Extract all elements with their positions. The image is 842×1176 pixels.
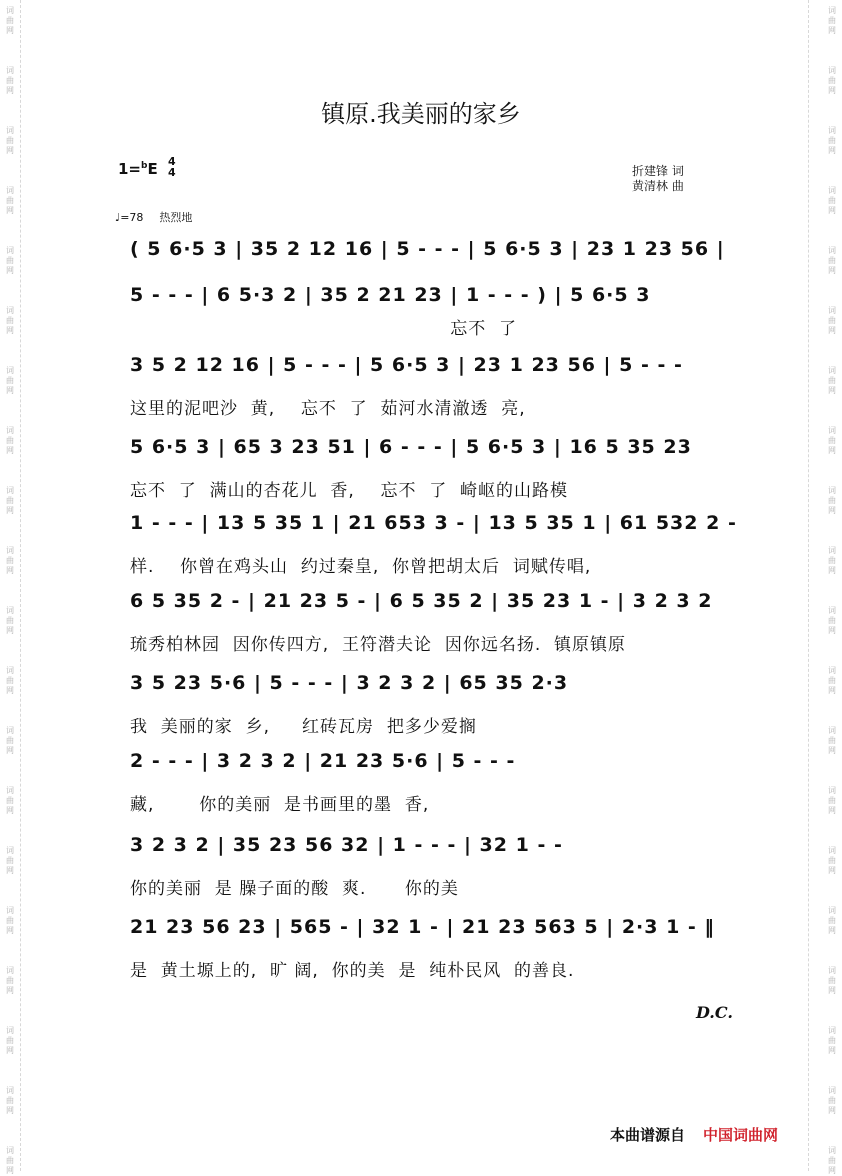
notation-line: 2 - - - | 3 2 3 2 | 21 23 5·6 | 5 - - -: [130, 750, 516, 772]
watermark-text: 词 曲 网: [6, 486, 14, 515]
watermark-text: 词 曲 网: [6, 126, 14, 155]
watermark-text: 词 曲 网: [6, 306, 14, 335]
watermark-text: 词 曲 网: [828, 126, 836, 155]
source-brand: 中国词曲网: [703, 1126, 779, 1144]
watermark-text: 词 曲 网: [6, 606, 14, 635]
watermark-text: 词 曲 网: [828, 726, 836, 755]
watermark-text: 词 曲 网: [6, 966, 14, 995]
notation-line: 3 5 23 5·6 | 5 - - - | 3 2 3 2 | 65 35 2·3: [130, 672, 569, 694]
watermark-text: 词 曲 网: [828, 786, 836, 815]
notation-line: 3 5 2 12 16 | 5 - - - | 5 6·5 3 | 23 1 23 56 | 5 - - -: [130, 354, 683, 376]
watermark-text: 词 曲 网: [6, 1026, 14, 1055]
watermark-text: 词 曲 网: [828, 186, 836, 215]
page-title: 镇原.我美丽的家乡: [321, 100, 521, 128]
right-margin-watermark: [808, 0, 823, 1171]
watermark-text: 词 曲 网: [828, 966, 836, 995]
lyric-line: 我 美丽的家 乡, 红砖瓦房 把多少爱搁: [130, 717, 477, 737]
watermark-text: 词 曲 网: [828, 1146, 836, 1175]
watermark-text: 词 曲 网: [828, 1026, 836, 1055]
tempo-marking: ♩=78 热烈地: [115, 211, 193, 224]
watermark-text: 词 曲 网: [6, 66, 14, 95]
lyric-line: 琉秀柏林园 因你传四方, 王符潜夫论 因你远名扬. 镇原镇原: [130, 635, 627, 655]
notation-line: 1 - - - | 13 5 35 1 | 21 653 3 - | 13 5 35 1 | 61 532 2 -: [130, 512, 737, 534]
watermark-text: 词 曲 网: [828, 246, 836, 275]
watermark-text: 词 曲 网: [828, 1086, 836, 1115]
dc-marking: D.C.: [696, 1003, 733, 1022]
watermark-text: 词 曲 网: [6, 666, 14, 695]
watermark-text: 词 曲 网: [6, 1146, 14, 1175]
lyric-line: 样. 你曾在鸡头山 约过秦皇, 你曾把胡太后 词赋传唱,: [130, 557, 592, 577]
left-margin-watermark: [20, 0, 35, 1171]
lyric-line: 藏, 你的美丽 是书画里的墨 香,: [130, 795, 430, 815]
watermark-text: 词 曲 网: [828, 486, 836, 515]
watermark-text: 词 曲 网: [828, 546, 836, 575]
watermark-text: 词 曲 网: [828, 66, 836, 95]
notation-line: ( 5 6·5 3 | 35 2 12 16 | 5 - - - | 5 6·5 3 | 23 1 23 56 |: [130, 238, 725, 260]
watermark-text: 词 曲 网: [828, 6, 836, 35]
watermark-text: 词 曲 网: [828, 906, 836, 935]
watermark-text: 词 曲 网: [6, 426, 14, 455]
watermark-text: 词 曲 网: [6, 726, 14, 755]
watermark-text: 词 曲 网: [6, 186, 14, 215]
lyric-line: 忘不 了: [130, 319, 517, 339]
watermark-text: 词 曲 网: [6, 906, 14, 935]
watermark-text: 词 曲 网: [6, 846, 14, 875]
watermark-text: 词 曲 网: [6, 546, 14, 575]
notation-line: 6 5 35 2 - | 21 23 5 - | 6 5 35 2 | 35 23 1 - | 3 2 3 2: [130, 590, 713, 612]
watermark-text: 词 曲 网: [6, 246, 14, 275]
watermark-text: 词 曲 网: [828, 366, 836, 395]
composer-credit: 黄清林 曲: [632, 179, 684, 193]
lyric-line: 忘不 了 满山的杏花儿 香, 忘不 了 崎岖的山路模: [130, 481, 569, 501]
time-signature: 4 4: [168, 155, 176, 179]
lyric-line: 你的美丽 是 臊子面的酸 爽. 你的美: [130, 879, 459, 899]
notation-line: 21 23 56 23 | 565 - | 32 1 - | 21 23 563 5 | 2·3 1 - ‖: [130, 916, 715, 938]
watermark-text: 词 曲 网: [828, 846, 836, 875]
key-signature: 1=$^b$E: [118, 160, 158, 178]
watermark-text: 词 曲 网: [6, 6, 14, 35]
lyric-line: 是 黄土塬上的, 旷 阔, 你的美 是 纯朴民风 的善良.: [130, 961, 575, 981]
notation-line: 5 6·5 3 | 65 3 23 51 | 6 - - - | 5 6·5 3 | 16 5 35 23: [130, 436, 692, 458]
watermark-text: 词 曲 网: [6, 786, 14, 815]
notation-line: 3 2 3 2 | 35 23 56 32 | 1 - - - | 32 1 - -: [130, 834, 563, 856]
lyric-line: 这里的泥吧沙 黄, 忘不 了 茹河水清澈透 亮,: [130, 399, 526, 419]
watermark-text: 词 曲 网: [828, 666, 836, 695]
watermark-text: 词 曲 网: [6, 366, 14, 395]
watermark-text: 词 曲 网: [6, 1086, 14, 1115]
watermark-text: 词 曲 网: [828, 306, 836, 335]
source-credit: 本曲谱源自 中国词曲网: [610, 1126, 779, 1144]
notation-line: 5 - - - | 6 5·3 2 | 35 2 21 23 | 1 - - - ) | 5 6·5 3: [130, 284, 651, 306]
watermark-text: 词 曲 网: [828, 426, 836, 455]
lyricist-credit: 折建锋 词: [632, 164, 684, 178]
watermark-text: 词 曲 网: [828, 606, 836, 635]
